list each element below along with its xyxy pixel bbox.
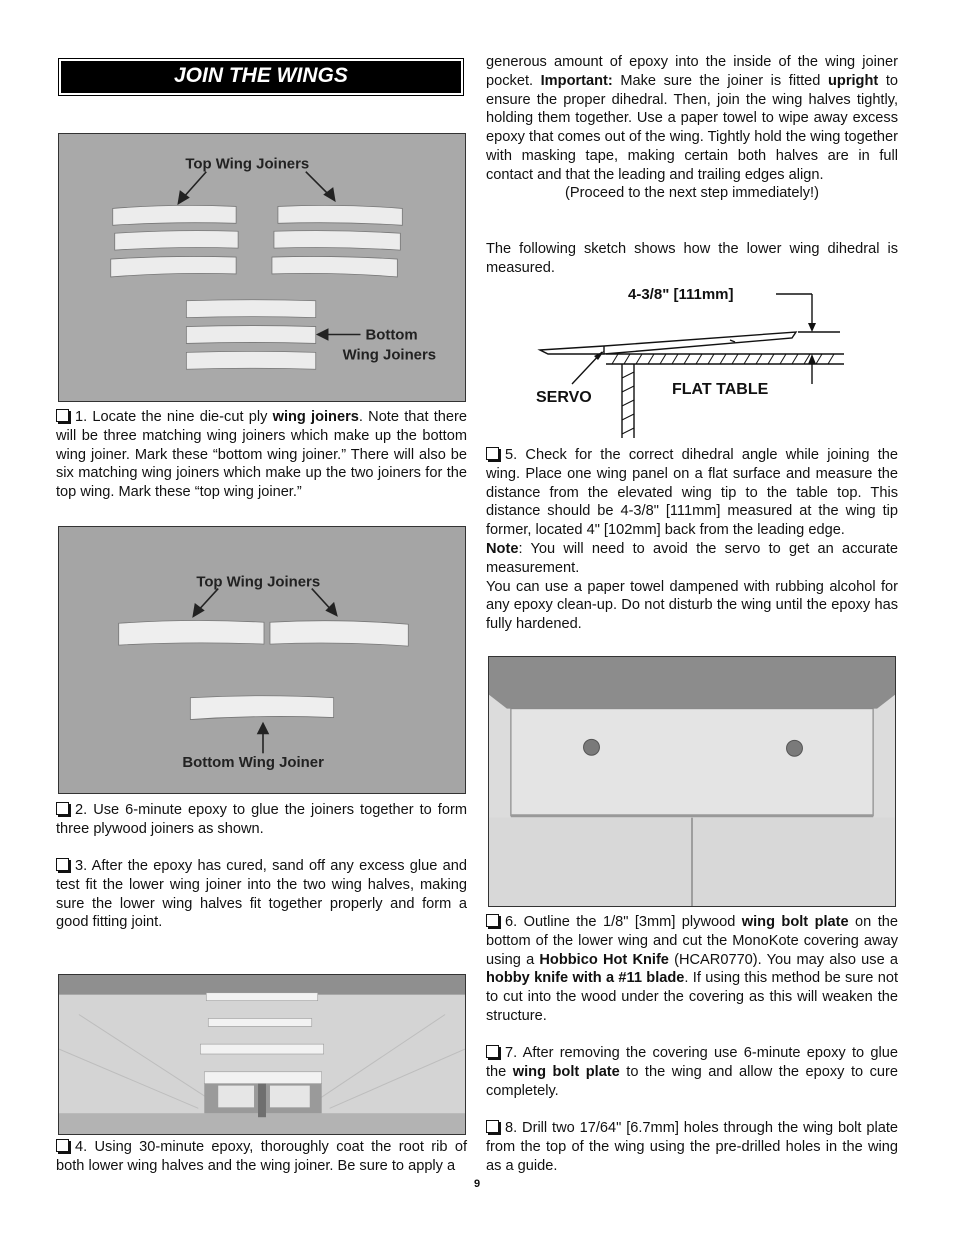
step-6: 6. Outline the 1/8" [3mm] plywood wing bolt plate on the bottom of the lower wing and cut the MonoKote covering away using a Hobbico Hot Knife (HCAR0770). You may also use a hobby knife with a #11 blade. If using this method be sure not to cut into the wood under the covering as this will weaken the structure. (486, 914, 898, 1024)
step-1: 1. Locate the nine die-cut ply wing joiners. Note that there will be three matching wing joiners which make up the bottom wing joiner. Mark these “bottom wing joiner.” There will also be six matching wing joiners which make up the two joiners for the top wing. Mark these “top wing joiner.” (56, 409, 468, 501)
step-6-checkbox[interactable] (486, 914, 499, 927)
section-header (58, 58, 464, 96)
sketch-label-table: FLAT TABLE (672, 381, 769, 398)
step-2: 2. Use 6-minute epoxy to glue the joiners together to form three plywood joiners as shown. (56, 802, 467, 837)
step-8-checkbox[interactable] (486, 1120, 499, 1133)
photo-glued-joiners (58, 526, 466, 794)
photo1-label-bottom-2: Wing Joiners (342, 347, 437, 364)
step-4: 4. Using 30-minute epoxy, thoroughly coat the root rib of both lower wing halves and the wing joiner. Be sure to apply a (56, 1139, 467, 1174)
proceed-note: (Proceed to the next step immediately!) (565, 185, 819, 201)
step-2-checkbox[interactable] (56, 802, 69, 815)
page-number: 9 (473, 1178, 481, 1190)
step-7-checkbox[interactable] (486, 1045, 499, 1058)
step-3-checkbox[interactable] (56, 858, 69, 871)
step-3: 3. After the epoxy has cured, sand off any excess glue and test fit the lower wing joiner into the two wing halves, making sure the lower wing halves fit together properly and form a good fitting joint. (56, 858, 467, 931)
step-5: 5. Check for the correct dihedral angle while joining the wing. Place one wing panel on a flat surface and measure the distance from the elevated wing tip to the table top. This distance should be 4-3/8" [111mm] measured at the wing tip former, located 4" [102mm] back from the leading edge. Note: You will need to avoid the servo to get an accurate measurement. You can use a paper towel dampened with rubbing alcohol for any epoxy clean-up. Do not disturb the wing until the epoxy has fully hardened. (486, 447, 898, 633)
step-5-checkbox[interactable] (486, 447, 499, 460)
sketch-label-measure: 4-3/8" [111mm] (628, 286, 734, 303)
photo2-label-top: Top Wing Joiners (196, 574, 321, 591)
photo2-label-bottom: Bottom Wing Joiner (182, 755, 324, 772)
photo1-label-bottom-1: Bottom (365, 327, 418, 344)
step-1-checkbox[interactable] (56, 409, 69, 422)
step-8: 8. Drill two 17/64" [6.7mm] holes through the wing bolt plate from the top of the wing using the pre-drilled holes in the wing as a guide. (486, 1120, 898, 1174)
photo1-label-top: Top Wing Joiners (185, 156, 310, 173)
photo-wing-bolt-plate (488, 656, 896, 907)
photo-wing-joiners (58, 133, 466, 402)
sketch-label-servo: SERVO (536, 389, 592, 406)
section-title: JOIN THE WINGS (61, 61, 461, 93)
dihedral-sketch (530, 282, 850, 440)
step-4-checkbox[interactable] (56, 1139, 69, 1152)
step-4-continued: generous amount of epoxy into the inside of the wing joiner pocket. Important: Make sure the joiner is fitted upright to ensure the proper dihedral. Then, join the wing halves tightly, holding them together. Use a paper towel to wipe away excess epoxy that comes out of the wing. Tightly hold the wing together with masking tape, making certain both halves are in full contact and that the leading and trailing edges align. (486, 54, 898, 183)
photo-taped-wing (58, 974, 466, 1135)
sketch-intro: The following sketch shows how the lower wing dihedral is measured. (486, 241, 898, 276)
step-7: 7. After removing the covering use 6-minute epoxy to glue the wing bolt plate to the wing and allow the epoxy to cure completely. (486, 1045, 899, 1099)
